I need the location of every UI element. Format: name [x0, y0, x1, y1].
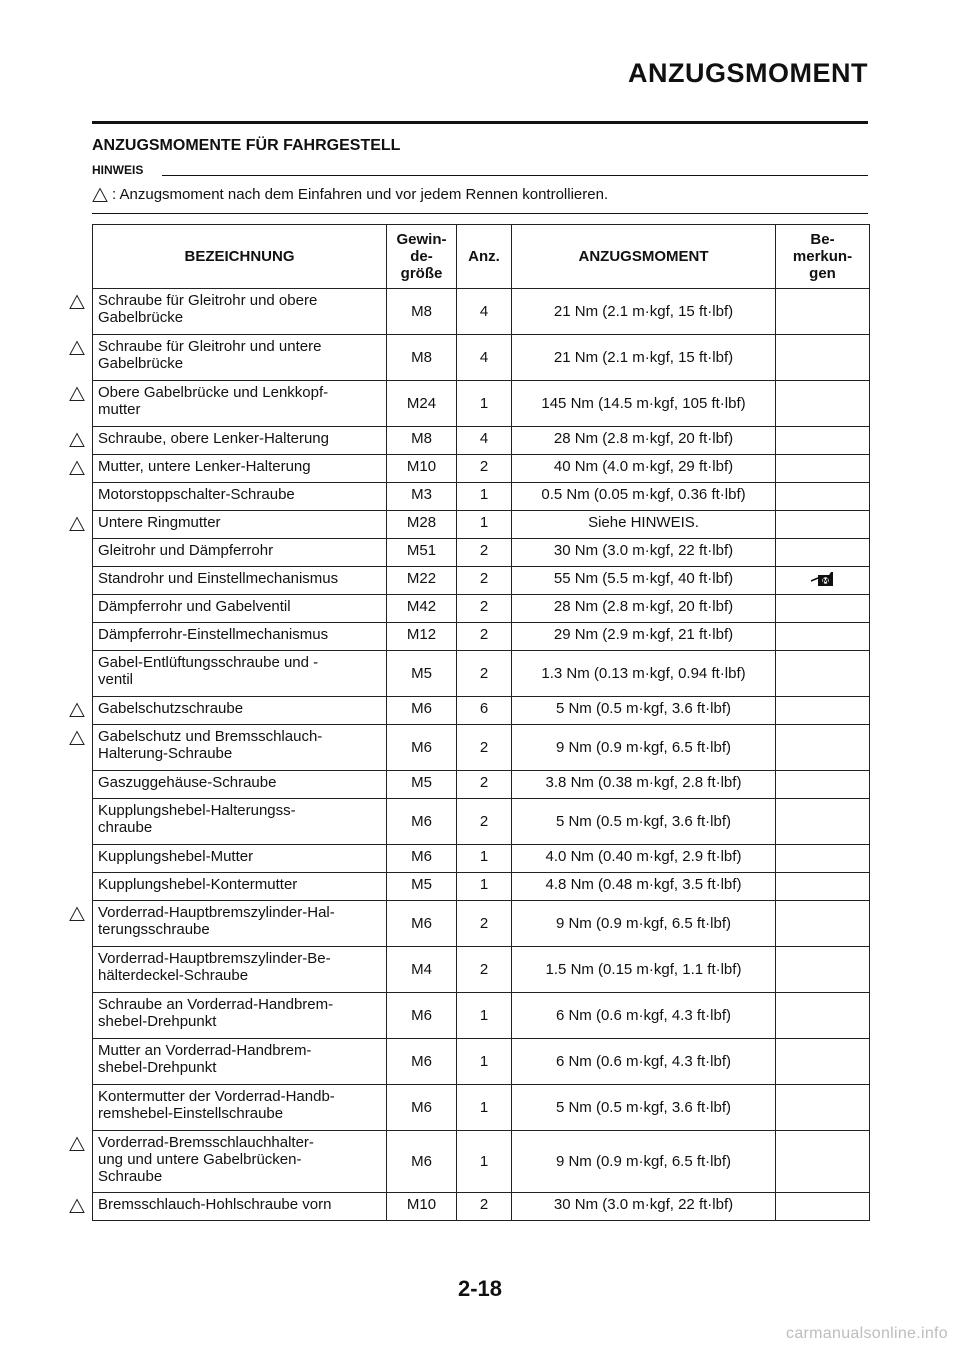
cell-name — [93, 427, 387, 455]
cell-name-line: Standrohr und Einstellmechanismus — [98, 570, 339, 587]
table-row — [93, 511, 870, 539]
cell-name-line: Schraube — [98, 1168, 163, 1185]
cell-remarks — [776, 947, 870, 993]
cell-torque: Siehe HINWEIS. — [512, 511, 776, 539]
cell-qty: 4 — [457, 335, 512, 381]
cell-remarks — [776, 1085, 870, 1131]
table-row — [93, 873, 870, 901]
cell-size: M6 — [387, 1131, 457, 1193]
cell-torque: 0.5 Nm (0.05 m·kgf, 0.36 ft·lbf) — [512, 483, 776, 511]
cell-remarks — [776, 427, 870, 455]
cell-name-line: terungsschraube — [98, 921, 210, 938]
warning-marker-column — [62, 0, 92, 1358]
warning-triangle-icon — [69, 702, 85, 718]
cell-remarks — [776, 725, 870, 771]
cell-torque: 30 Nm (3.0 m·kgf, 22 ft·lbf) — [512, 1193, 776, 1221]
cell-torque: 9 Nm (0.9 m·kgf, 6.5 ft·lbf) — [512, 1131, 776, 1193]
table-row — [93, 455, 870, 483]
table-row — [93, 651, 870, 697]
table-row — [93, 725, 870, 771]
cell-name — [93, 455, 387, 483]
cell-name-line: Bremsschlauch-Hohlschraube vorn — [98, 1196, 332, 1213]
cell-name — [93, 651, 387, 697]
cell-name — [93, 873, 387, 901]
header-rule — [92, 121, 868, 124]
cell-size: M6 — [387, 1039, 457, 1085]
cell-name — [93, 539, 387, 567]
cell-name — [93, 771, 387, 799]
cell-name — [93, 335, 387, 381]
cell-size: M10 — [387, 455, 457, 483]
cell-name-line: Mutter an Vorderrad-Handbrem- — [98, 1042, 312, 1059]
header-remarks-line: merkun- — [792, 248, 853, 265]
cell-qty: 1 — [457, 483, 512, 511]
cell-qty: 4 — [457, 427, 512, 455]
cell-name — [93, 567, 387, 595]
header-qty: Anz. — [457, 225, 512, 289]
cell-remarks — [776, 483, 870, 511]
table-row — [93, 381, 870, 427]
cell-size: M24 — [387, 381, 457, 427]
warning-triangle-icon — [69, 1198, 85, 1214]
cell-name-line: Schraube, obere Lenker-Halterung — [98, 430, 329, 447]
cell-size: M5 — [387, 771, 457, 799]
cell-name — [93, 381, 387, 427]
cell-name — [93, 845, 387, 873]
table-row — [93, 1193, 870, 1221]
cell-size: M6 — [387, 725, 457, 771]
cell-torque: 6 Nm (0.6 m·kgf, 4.3 ft·lbf) — [512, 1039, 776, 1085]
header-size-line: de- — [410, 248, 433, 265]
cell-name-line: remshebel-Einstellschraube — [98, 1105, 284, 1122]
cell-remarks — [776, 799, 870, 845]
cell-name-line: Kupplungshebel-Mutter — [98, 848, 254, 865]
cell-qty: 1 — [457, 1039, 512, 1085]
cell-qty: 1 — [457, 993, 512, 1039]
cell-size: M5 — [387, 651, 457, 697]
cell-qty: 2 — [457, 799, 512, 845]
warning-triangle-icon — [69, 386, 85, 402]
cell-name-line: shebel-Drehpunkt — [98, 1059, 217, 1076]
table-row — [93, 697, 870, 725]
header-size-line: Gewin- — [396, 231, 447, 248]
cell-size: M4 — [387, 947, 457, 993]
torque-table — [92, 224, 870, 1221]
cell-torque: 29 Nm (2.9 m·kgf, 21 ft·lbf) — [512, 623, 776, 651]
oil-can-icon — [809, 569, 837, 589]
warning-triangle-icon — [69, 432, 85, 448]
cell-torque: 6 Nm (0.6 m·kgf, 4.3 ft·lbf) — [512, 993, 776, 1039]
note-label: HINWEIS — [92, 163, 144, 177]
cell-name — [93, 289, 387, 335]
cell-name-line: shebel-Drehpunkt — [98, 1013, 217, 1030]
cell-size: M6 — [387, 901, 457, 947]
cell-size: M12 — [387, 623, 457, 651]
cell-remarks — [776, 335, 870, 381]
cell-qty: 2 — [457, 771, 512, 799]
cell-name-line: Halterung-Schraube — [98, 745, 233, 762]
warning-triangle-icon — [69, 730, 85, 746]
cell-qty: 2 — [457, 947, 512, 993]
cell-qty: 2 — [457, 725, 512, 771]
cell-name-line: Schraube für Gleitrohr und untere — [98, 338, 322, 355]
table-row — [93, 771, 870, 799]
cell-remarks — [776, 697, 870, 725]
cell-name-line: Motorstoppschalter-Schraube — [98, 486, 295, 503]
cell-torque: 30 Nm (3.0 m·kgf, 22 ft·lbf) — [512, 539, 776, 567]
cell-name-line: Vorderrad-Hauptbremszylinder-Be- — [98, 950, 331, 967]
cell-remarks — [776, 901, 870, 947]
page-title: ANZUGSMOMENT — [628, 58, 868, 88]
cell-name-line: Vorderrad-Hauptbremszylinder-Hal- — [98, 904, 335, 921]
cell-torque: 5 Nm (0.5 m·kgf, 3.6 ft·lbf) — [512, 1085, 776, 1131]
cell-qty: 1 — [457, 1131, 512, 1193]
cell-qty: 2 — [457, 651, 512, 697]
table-row — [93, 289, 870, 335]
warning-triangle-icon — [92, 187, 108, 203]
cell-name — [93, 799, 387, 845]
cell-name — [93, 623, 387, 651]
section-title: ANZUGSMOMENTE FÜR FAHRGESTELL — [92, 137, 401, 154]
cell-size: M5 — [387, 873, 457, 901]
cell-name-line: Gaszuggehäuse-Schraube — [98, 774, 277, 791]
cell-torque: 28 Nm (2.8 m·kgf, 20 ft·lbf) — [512, 427, 776, 455]
table-row — [93, 623, 870, 651]
cell-name-line: hälterdeckel-Schraube — [98, 967, 249, 984]
cell-remarks — [776, 595, 870, 623]
cell-size: M6 — [387, 697, 457, 725]
warning-triangle-icon — [69, 460, 85, 476]
cell-name — [93, 725, 387, 771]
cell-qty: 2 — [457, 1193, 512, 1221]
svg-text:M: M — [822, 577, 828, 585]
cell-size: M28 — [387, 511, 457, 539]
cell-remarks — [776, 845, 870, 873]
cell-name-line: Schraube für Gleitrohr und obere — [98, 292, 318, 309]
note-line — [92, 186, 608, 203]
cell-name-line: chraube — [98, 819, 153, 836]
cell-size: M8 — [387, 335, 457, 381]
cell-name — [93, 1085, 387, 1131]
cell-torque: 5 Nm (0.5 m·kgf, 3.6 ft·lbf) — [512, 697, 776, 725]
cell-size: M6 — [387, 1085, 457, 1131]
cell-name-line: mutter — [98, 401, 141, 418]
table-row — [93, 1039, 870, 1085]
cell-remarks — [776, 289, 870, 335]
cell-remarks — [776, 567, 870, 595]
cell-size: M3 — [387, 483, 457, 511]
header-size — [387, 225, 457, 289]
cell-name-line: Dämpferrohr-Einstellmechanismus — [98, 626, 329, 643]
page-number: 2-18 — [457, 1276, 503, 1301]
cell-remarks — [776, 993, 870, 1039]
cell-remarks — [776, 511, 870, 539]
cell-qty: 1 — [457, 511, 512, 539]
cell-name-line: Gleitrohr und Dämpferrohr — [98, 542, 274, 559]
header-size-line: größe — [400, 265, 443, 282]
cell-name-line: Gabelschutz und Bremsschlauch- — [98, 728, 323, 745]
header-torque: ANZUGSMOMENT — [512, 225, 776, 289]
cell-name-line: Kupplungshebel-Kontermutter — [98, 876, 298, 893]
cell-remarks — [776, 381, 870, 427]
cell-name-line: Gabelschutzschraube — [98, 700, 244, 717]
cell-torque: 21 Nm (2.1 m·kgf, 15 ft·lbf) — [512, 335, 776, 381]
cell-name — [93, 697, 387, 725]
cell-qty: 2 — [457, 539, 512, 567]
cell-remarks — [776, 771, 870, 799]
cell-torque: 4.0 Nm (0.40 m·kgf, 2.9 ft·lbf) — [512, 845, 776, 873]
cell-name — [93, 1131, 387, 1193]
cell-qty: 2 — [457, 595, 512, 623]
table-row — [93, 799, 870, 845]
cell-qty: 2 — [457, 567, 512, 595]
cell-size: M22 — [387, 567, 457, 595]
header-name: BEZEICHNUNG — [93, 225, 387, 289]
cell-remarks — [776, 539, 870, 567]
cell-name — [93, 483, 387, 511]
cell-name — [93, 901, 387, 947]
cell-name-line: Schraube an Vorderrad-Handbrem- — [98, 996, 334, 1013]
table-row — [93, 1085, 870, 1131]
warning-triangle-icon — [69, 516, 85, 532]
cell-qty: 2 — [457, 455, 512, 483]
header-remarks-line: Be- — [810, 231, 835, 248]
cell-torque: 5 Nm (0.5 m·kgf, 3.6 ft·lbf) — [512, 799, 776, 845]
warning-triangle-icon — [69, 906, 85, 922]
cell-name — [93, 947, 387, 993]
cell-size: M6 — [387, 993, 457, 1039]
cell-size: M6 — [387, 845, 457, 873]
cell-size: M8 — [387, 427, 457, 455]
cell-size: M10 — [387, 1193, 457, 1221]
cell-remarks — [776, 1193, 870, 1221]
warning-triangle-icon — [69, 340, 85, 356]
cell-torque: 4.8 Nm (0.48 m·kgf, 3.5 ft·lbf) — [512, 873, 776, 901]
cell-name-line: Mutter, untere Lenker-Halterung — [98, 458, 311, 475]
watermark: carmanualsonline.info — [786, 1325, 948, 1342]
table-row — [93, 567, 870, 595]
table-row — [93, 595, 870, 623]
cell-qty: 1 — [457, 1085, 512, 1131]
cell-name-line: ung und untere Gabelbrücken- — [98, 1151, 302, 1168]
cell-name — [93, 511, 387, 539]
cell-size: M8 — [387, 289, 457, 335]
cell-name — [93, 993, 387, 1039]
cell-size: M6 — [387, 799, 457, 845]
table-row — [93, 427, 870, 455]
table-row — [93, 845, 870, 873]
cell-torque: 55 Nm (5.5 m·kgf, 40 ft·lbf) — [512, 567, 776, 595]
warning-triangle-icon — [69, 294, 85, 310]
cell-torque: 3.8 Nm (0.38 m·kgf, 2.8 ft·lbf) — [512, 771, 776, 799]
cell-torque: 1.5 Nm (0.15 m·kgf, 1.1 ft·lbf) — [512, 947, 776, 993]
cell-size: M51 — [387, 539, 457, 567]
cell-torque: 9 Nm (0.9 m·kgf, 6.5 ft·lbf) — [512, 725, 776, 771]
cell-torque: 9 Nm (0.9 m·kgf, 6.5 ft·lbf) — [512, 901, 776, 947]
cell-qty: 4 — [457, 289, 512, 335]
cell-torque: 21 Nm (2.1 m·kgf, 15 ft·lbf) — [512, 289, 776, 335]
table-row — [93, 483, 870, 511]
cell-torque: 40 Nm (4.0 m·kgf, 29 ft·lbf) — [512, 455, 776, 483]
cell-qty: 1 — [457, 845, 512, 873]
table-header-row — [93, 225, 870, 289]
table-row — [93, 947, 870, 993]
cell-name — [93, 1039, 387, 1085]
header-remarks-line: gen — [809, 265, 836, 282]
cell-remarks — [776, 1039, 870, 1085]
warning-triangle-icon — [69, 1136, 85, 1152]
cell-name-line: Kupplungshebel-Halterungss- — [98, 802, 296, 819]
cell-name-line: Kontermutter der Vorderrad-Handb- — [98, 1088, 335, 1105]
cell-name-line: Untere Ringmutter — [98, 514, 221, 531]
cell-qty: 2 — [457, 623, 512, 651]
cell-qty: 6 — [457, 697, 512, 725]
note-rule — [162, 175, 868, 176]
cell-remarks — [776, 651, 870, 697]
cell-qty: 1 — [457, 873, 512, 901]
cell-qty: 2 — [457, 901, 512, 947]
cell-name-line: ventil — [98, 671, 134, 688]
cell-torque: 145 Nm (14.5 m·kgf, 105 ft·lbf) — [512, 381, 776, 427]
cell-remarks — [776, 455, 870, 483]
cell-name-line: Vorderrad-Bremsschlauchhalter- — [98, 1134, 314, 1151]
cell-name-line: Gabelbrücke — [98, 309, 184, 326]
cell-size: M42 — [387, 595, 457, 623]
note-bottom-rule — [92, 213, 868, 214]
header-remarks — [776, 225, 870, 289]
table-row — [93, 1131, 870, 1193]
table-row — [93, 901, 870, 947]
table-row — [93, 335, 870, 381]
cell-name-line: Dämpferrohr und Gabelventil — [98, 598, 291, 615]
cell-torque: 28 Nm (2.8 m·kgf, 20 ft·lbf) — [512, 595, 776, 623]
cell-torque: 1.3 Nm (0.13 m·kgf, 0.94 ft·lbf) — [512, 651, 776, 697]
table-row — [93, 993, 870, 1039]
cell-name — [93, 595, 387, 623]
table-row — [93, 539, 870, 567]
cell-name-line: Gabelbrücke — [98, 355, 184, 372]
cell-remarks — [776, 623, 870, 651]
note-text: : Anzugsmoment nach dem Einfahren und vor jedem Rennen kontrollieren. — [112, 186, 609, 203]
cell-remarks — [776, 1131, 870, 1193]
cell-name-line: Obere Gabelbrücke und Lenkkopf- — [98, 384, 329, 401]
cell-name — [93, 1193, 387, 1221]
cell-name-line: Gabel-Entlüftungsschraube und - — [98, 654, 319, 671]
cell-qty: 1 — [457, 381, 512, 427]
cell-remarks — [776, 873, 870, 901]
